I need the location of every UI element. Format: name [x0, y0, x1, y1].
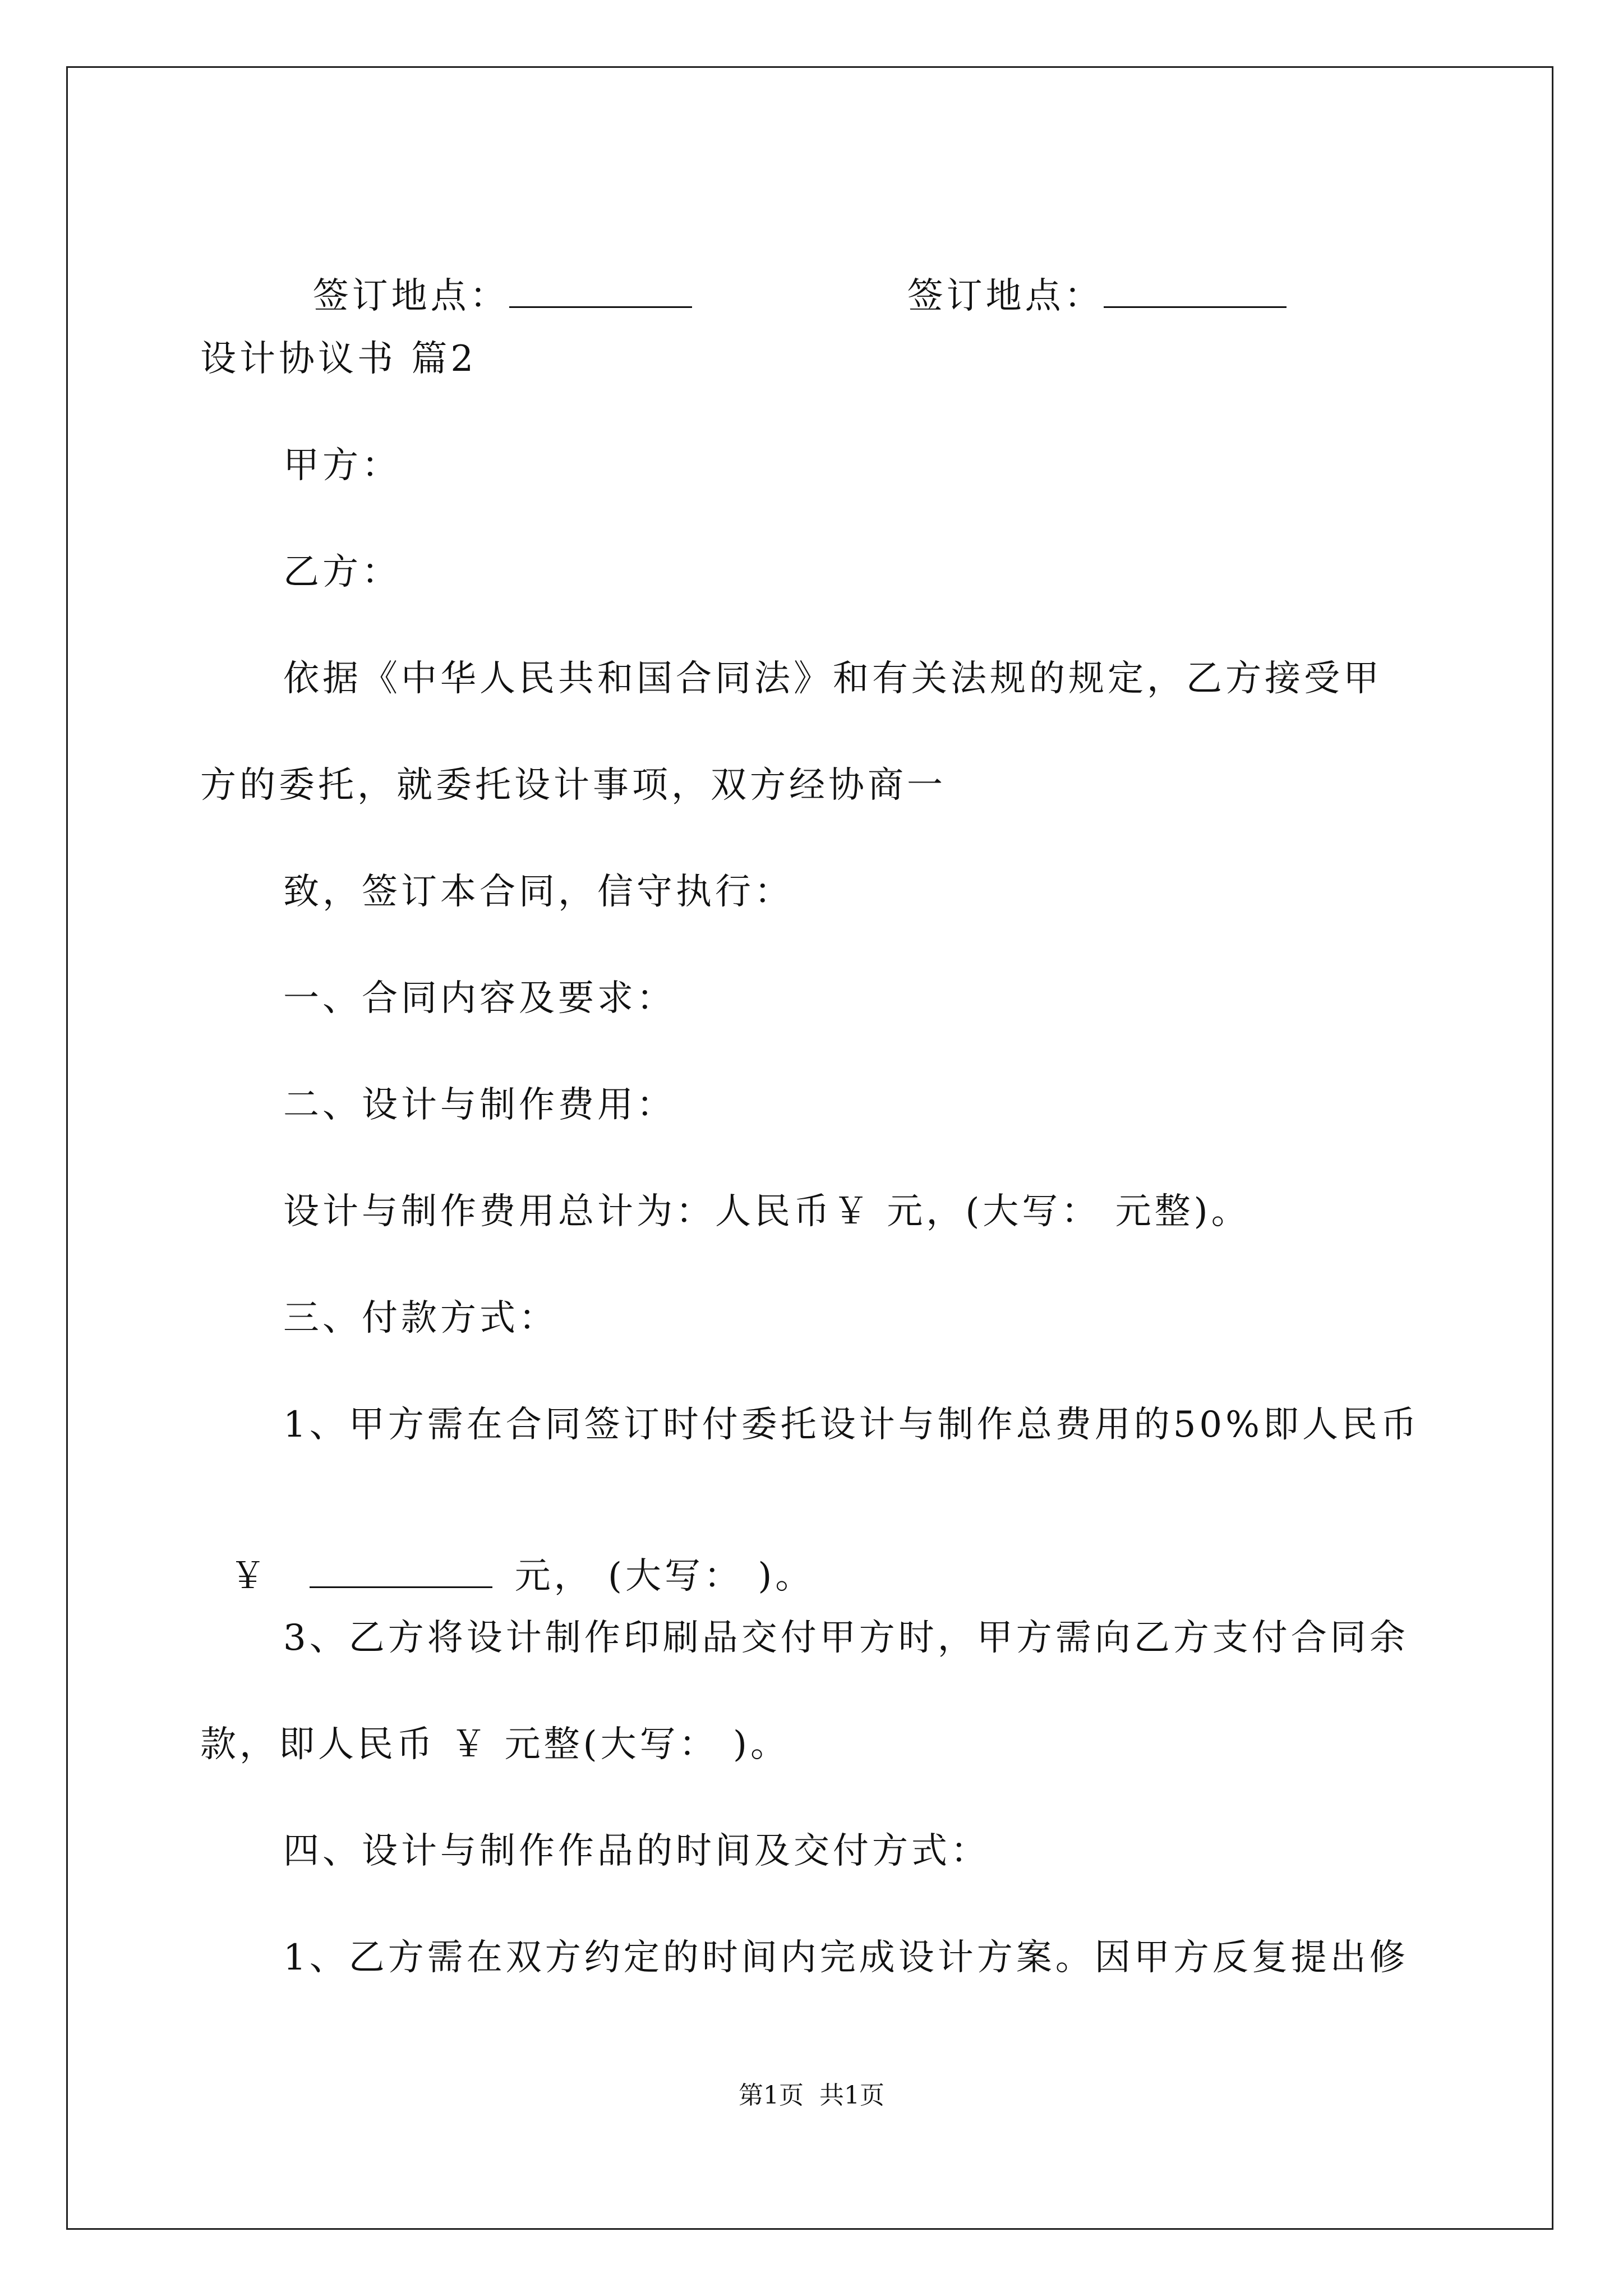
clause-2-title: 二、设计与制作费用： — [283, 1084, 676, 1126]
intro-line-1: 依据《中华人民共和国合同法》和有关法规的规定，乙方接受甲 — [283, 658, 1382, 700]
page-border — [66, 66, 1553, 2230]
fee-total-line: 设计与制作费用总计为：人民币￥ 元，(大写： 元整)。 — [283, 1191, 1251, 1232]
payment-1-line-2-tail: 元， (大写： )。 — [514, 1556, 815, 1597]
clause-1-title: 一、合同内容及要求： — [283, 978, 676, 1019]
delivery-1-line-1: 1、乙方需在双方约定的时间内完成设计方案。因甲方反复提出修 — [283, 1937, 1409, 1978]
sign-place-right-label: 签订地点： — [907, 275, 1104, 317]
intro-line-2: 方的委托，就委托设计事项，双方经协商一 — [200, 765, 946, 806]
payment-1-line-1: 1、甲方需在合同签订时付委托设计与制作总费用的50%即人民币 — [283, 1404, 1420, 1446]
sign-place-left — [283, 229, 692, 319]
clause-4-title: 四、设计与制作作品的时间及交付方式： — [283, 1830, 990, 1872]
clause-3-title: 三、付款方式： — [283, 1297, 558, 1339]
payment-1-yen: ￥ — [229, 1556, 269, 1597]
sign-place-left-label: 签订地点： — [312, 275, 509, 317]
payment-1-line-2 — [200, 1509, 814, 1599]
payment-3-line-2: 款，即人民币 ￥ 元整(大写： )。 — [200, 1724, 790, 1765]
intro-line-3: 致，签订本合同，信守执行： — [283, 871, 794, 913]
sign-place-right-blank — [1104, 274, 1287, 308]
page-footer: 第1页 共1页 — [739, 2081, 884, 2110]
party-a-line: 甲方： — [283, 445, 401, 486]
sign-place-right — [878, 229, 1287, 319]
payment-3-line-1: 3、乙方将设计制作印刷品交付甲方时，甲方需向乙方支付合同余 — [283, 1617, 1409, 1659]
section-heading: 设计协议书 篇2 — [200, 338, 477, 380]
payment-1-amount-blank — [310, 1554, 492, 1588]
sign-place-left-blank — [509, 274, 692, 308]
party-b-line: 乙方： — [283, 551, 401, 593]
